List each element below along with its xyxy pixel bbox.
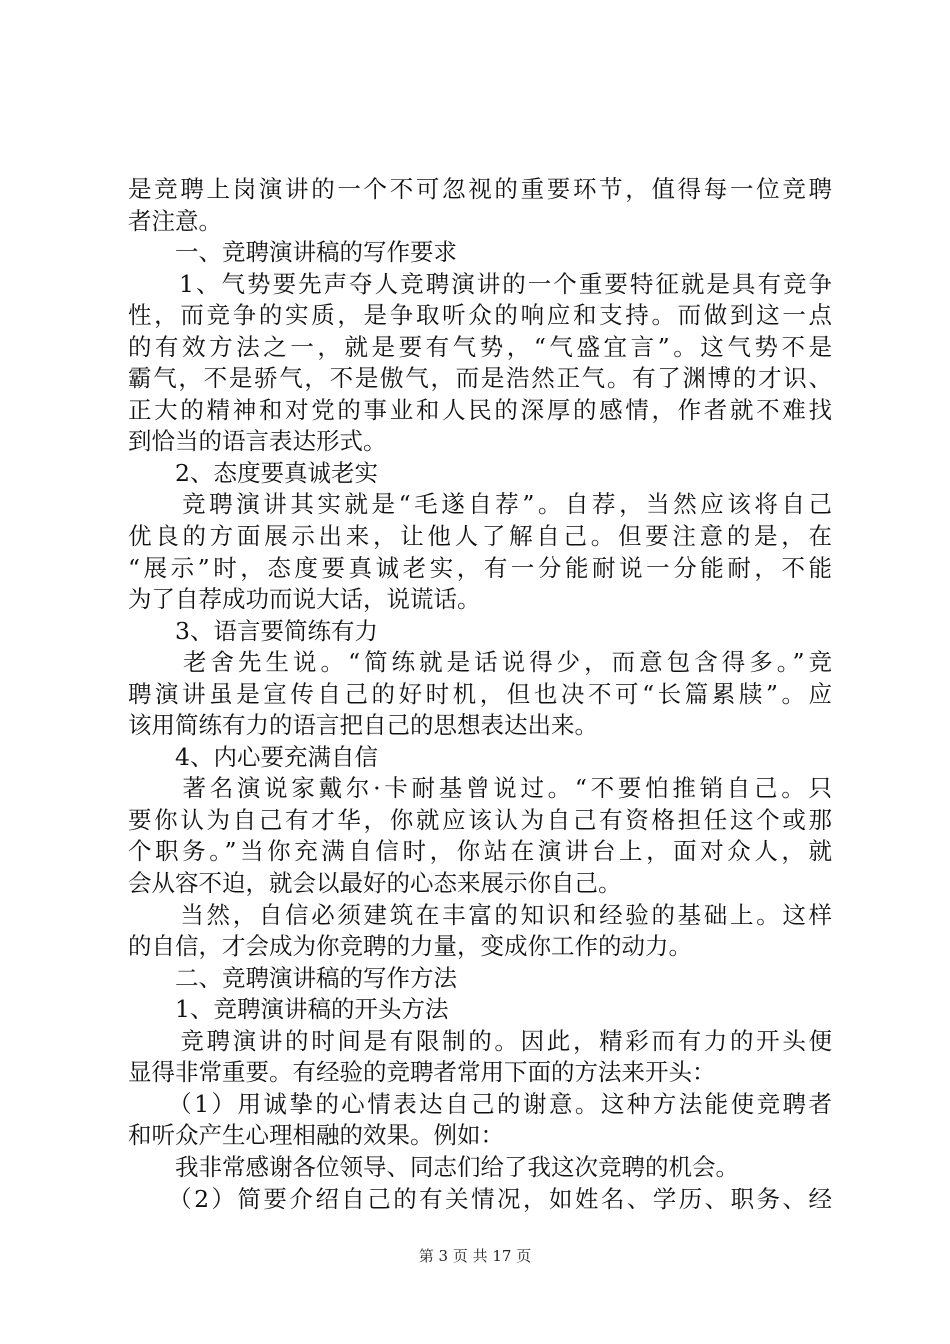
text-line: 当然，自信必须建筑在丰富的知识和经验的基础上。这样	[128, 900, 832, 929]
text-line: 聘演讲虽是宣传自己的好时机，但也决不可“长篇累牍”。应	[128, 679, 832, 708]
text-line: 的自信，才会成为你竞聘的力量，变成你工作的动力。	[128, 932, 692, 961]
text-line: 著名演说家戴尔·卡耐基曾说过。“不要怕推销自己。只	[128, 774, 832, 803]
text-line: 1、竞聘演讲稿的开头方法	[128, 995, 449, 1024]
text-line: 性，而竞争的实质，是争取听众的响应和支持。而做到这一点	[128, 301, 832, 330]
text-line: 要你认为自己有才华，你就应该认为自己有资格担任这个或那	[128, 805, 832, 834]
text-line: 和听众产生心理相融的效果。例如：	[128, 1121, 504, 1150]
text-line: 该用简练有力的语言把自己的思想表达出来。	[128, 711, 598, 740]
text-line: 的有效方法之一，就是要有气势，“气盛宜言”。这气势不是	[128, 332, 832, 361]
text-line: 竞聘演讲的时间是有限制的。因此，精彩而有力的开头便	[128, 1026, 832, 1055]
text-line: “展示”时，态度要真诚老实，有一分能耐说一分能耐，不能	[128, 553, 832, 582]
text-line: 正大的精神和对党的事业和人民的深厚的感情，作者就不难找	[128, 395, 832, 424]
text-line: 显得非常重要。有经验的竞聘者常用下面的方法来开头：	[128, 1058, 716, 1087]
text-line: 会从容不迫，就会以最好的心态来展示你自己。	[128, 869, 622, 898]
text-line: 优良的方面展示出来，让他人了解自己。但要注意的是，在	[128, 522, 832, 551]
text-line: 1、气势要先声夺人竞聘演讲的一个重要特征就是具有竞争	[128, 269, 832, 298]
text-line: 为了自荐成功而说大话，说谎话。	[128, 585, 481, 614]
text-line: 3、语言要简练有力	[128, 616, 378, 645]
page-number-footer: 第 3 页 共 17 页	[418, 1247, 532, 1265]
text-line: （1）用诚挚的心情表达自己的谢意。这种方法能使竞聘者	[128, 1089, 832, 1118]
text-line: 老舍先生说。“简练就是话说得少，而意包含得多。”竞	[128, 648, 832, 677]
text-line: 到恰当的语言表达形式。	[128, 427, 387, 456]
text-line: 霸气，不是骄气，不是傲气，而是浩然正气。有了渊博的才识、	[128, 364, 832, 393]
text-line: 二、竞聘演讲稿的写作方法	[128, 963, 457, 992]
text-line: 个职务。”当你充满自信时，你站在演讲台上，面对众人，就	[128, 837, 832, 866]
text-line: 我非常感谢各位领导、同志们给了我这次竞聘的机会。	[128, 1152, 739, 1181]
text-line: 竞聘演讲其实就是“毛遂自荐”。自荐，当然应该将自己	[128, 490, 832, 519]
text-line: 一、竞聘演讲稿的写作要求	[128, 238, 457, 267]
text-line: （2）简要介绍自己的有关情况，如姓名、学历、职务、经	[128, 1184, 832, 1213]
body-text	[128, 174, 832, 1215]
text-line: 4、内心要充满自信	[128, 742, 378, 771]
text-line: 是竞聘上岗演讲的一个不可忽视的重要环节，值得每一位竞聘	[128, 175, 832, 203]
text-line: 者注意。	[128, 206, 222, 235]
text-line: 2、态度要真诚老实	[128, 458, 378, 487]
